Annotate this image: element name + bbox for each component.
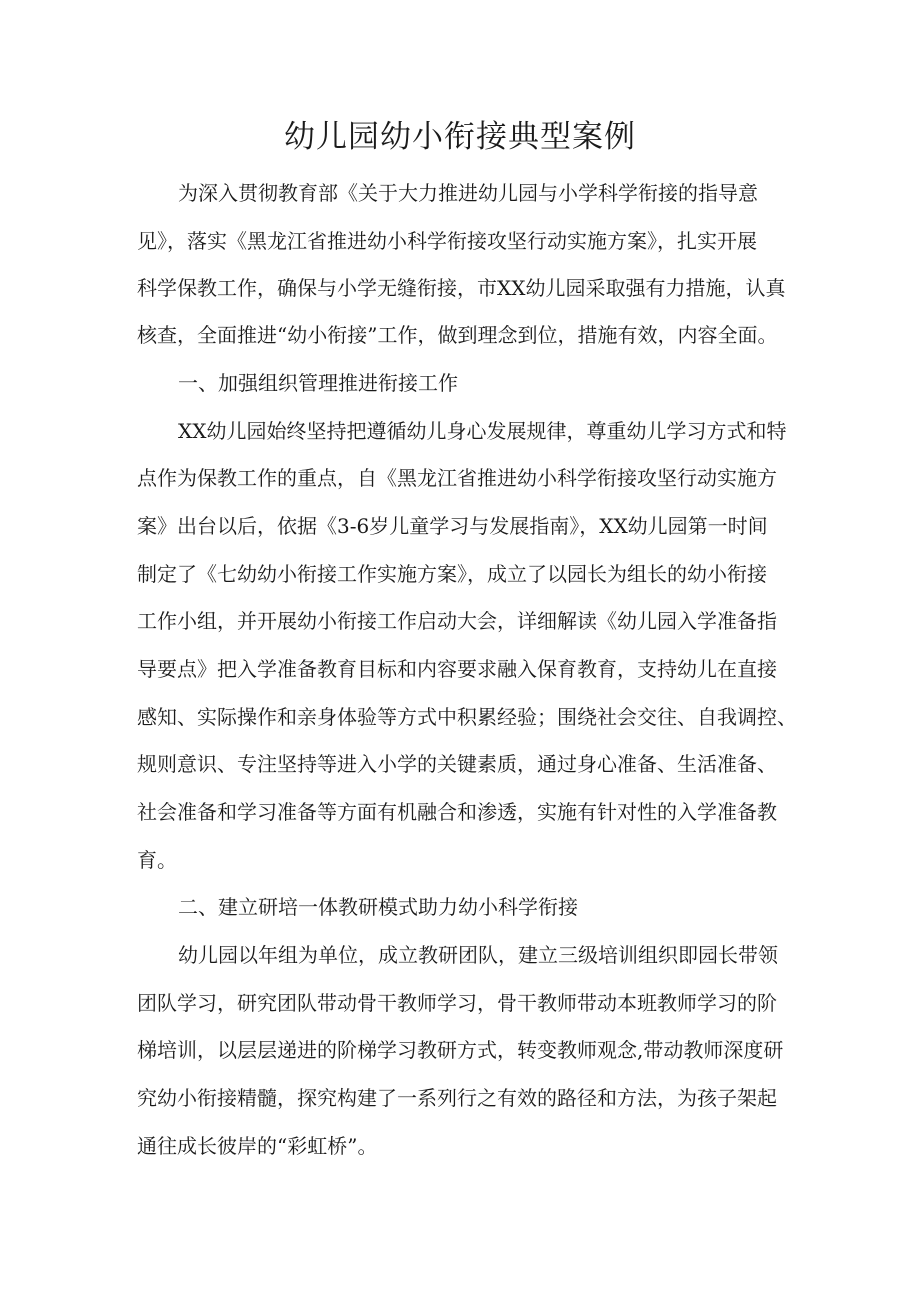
paragraph-2-line-5: 工作小组，并开展幼小衔接工作启动大会，详细解读《幼儿园入学准备指	[137, 609, 777, 633]
paragraph-2-line-7: 感知、实际操作和亲身体验等方式中积累经验；围绕社会交往、自我调控、	[137, 705, 797, 729]
paragraph-3-line-5: 通往成长彼岸的“彩虹桥”。	[137, 1134, 378, 1158]
paragraph-1-line-4: 核查，全面推进“幼小衔接”工作，做到理念到位，措施有效，内容全面。	[137, 323, 778, 347]
paragraph-2-line-4: 制定了《七幼幼小衔接工作实施方案》，成立了以园长为组长的幼小衔接	[137, 562, 767, 586]
paragraph-2-line-10: 育。	[137, 848, 177, 872]
paragraph-3-line-4: 究幼小衔接精髓，探究构建了一系列行之有效的路径和方法，为孩子架起	[137, 1086, 777, 1110]
document-title: 幼儿园幼小衔接典型案例	[284, 119, 636, 155]
paragraph-3-line-3: 梯培训，以层层递进的阶梯学习教研方式，转变教师观念,带动教师深度研	[137, 1038, 784, 1062]
paragraph-2-line-6: 导要点》把入学准备教育目标和内容要求融入保育教育，支持幼儿在直接	[137, 657, 777, 681]
paragraph-2-line-8: 规则意识、专注坚持等进入小学的关键素质，通过身心准备、生活准备、	[137, 752, 777, 776]
section-heading-2: 二、建立研培一体教研模式助力幼小科学衔接	[178, 895, 578, 919]
paragraph-1-line-3: 科学保教工作，确保与小学无缝衔接，市XX幼儿园采取强有力措施，认真	[137, 276, 786, 300]
paragraph-3-line-1: 幼儿园以年组为单位，成立教研团队，建立三级培训组织即园长带领	[178, 943, 778, 967]
paragraph-1-line-1: 为深入贯彻教育部《关于大力推进幼儿园与小学科学衔接的指导意	[178, 181, 758, 205]
paragraph-2-line-3: 案》出台以后，依据《3-6岁儿童学习与发展指南》，XX幼儿园第一时间	[137, 514, 768, 538]
paragraph-2-line-9: 社会准备和学习准备等方面有机融合和渗透，实施有针对性的入学准备教	[137, 800, 777, 824]
paragraph-1-line-2: 见》，落实《黑龙江省推进幼小科学衔接攻坚行动实施方案》，扎实开展	[137, 229, 757, 253]
section-heading-1: 一、加强组织管理推进衔接工作	[178, 371, 458, 395]
paragraph-2-line-2: 点作为保教工作的重点，自《黑龙江省推进幼小科学衔接攻坚行动实施方	[137, 466, 777, 490]
paragraph-2-line-1: XX幼儿园始终坚持把遵循幼儿身心发展规律，尊重幼儿学习方式和特	[178, 419, 787, 443]
paragraph-3-line-2: 团队学习，研究团队带动骨干教师学习，骨干教师带动本班教师学习的阶	[137, 991, 777, 1015]
